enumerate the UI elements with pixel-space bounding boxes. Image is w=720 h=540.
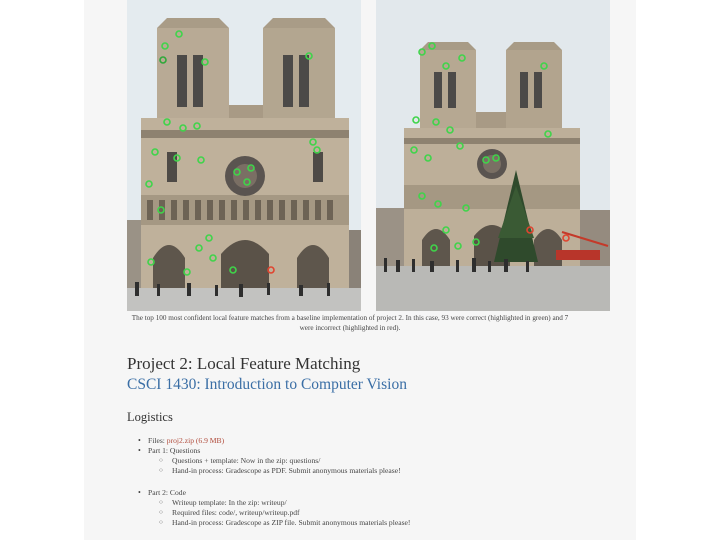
list-spacer	[136, 476, 596, 488]
page-title: Project 2: Local Feature Matching	[127, 354, 361, 373]
list-item-part2	[136, 488, 596, 528]
list-item: ○ Questions + template: Now in the zip: questions/	[148, 456, 596, 466]
course-title: CSCI 1430: Introduction to Computer Vision	[127, 376, 407, 393]
part1-sublist	[148, 456, 596, 476]
proj2-zip-link[interactable]: proj2.zip (6.9 MB)	[166, 436, 225, 445]
list-item: ○ Hand-in process: Gradescope as PDF. Submit anonymous materials please!	[148, 466, 596, 476]
files-label: Files:	[148, 436, 167, 445]
part2-sublist	[148, 498, 596, 528]
list-item: ○ Writeup template: In the zip: writeup/	[148, 498, 596, 508]
part1-label: Part 1: Questions	[148, 446, 201, 455]
logistics-heading: Logistics	[127, 410, 173, 424]
list-item: ○ Required files: code/, writeup/writeup.pdf	[148, 508, 596, 518]
part2-label: Part 2: Code	[148, 488, 186, 497]
list-item-part1	[136, 446, 596, 476]
cathedral-photo-right	[376, 0, 610, 311]
logistics-list	[136, 436, 596, 528]
figure-caption: The top 100 most confident local feature matches from a baseline implementation of project 2. In this case, 93 were correct (highlighted in green) and 7 were incorrect (highlighted in red).	[131, 314, 569, 332]
cathedral-photo-left	[127, 0, 361, 311]
list-item-files	[136, 436, 596, 446]
list-item: ○ Hand-in process: Gradescope as ZIP file. Submit anonymous materials please!	[148, 518, 596, 528]
page-content	[84, 0, 636, 540]
